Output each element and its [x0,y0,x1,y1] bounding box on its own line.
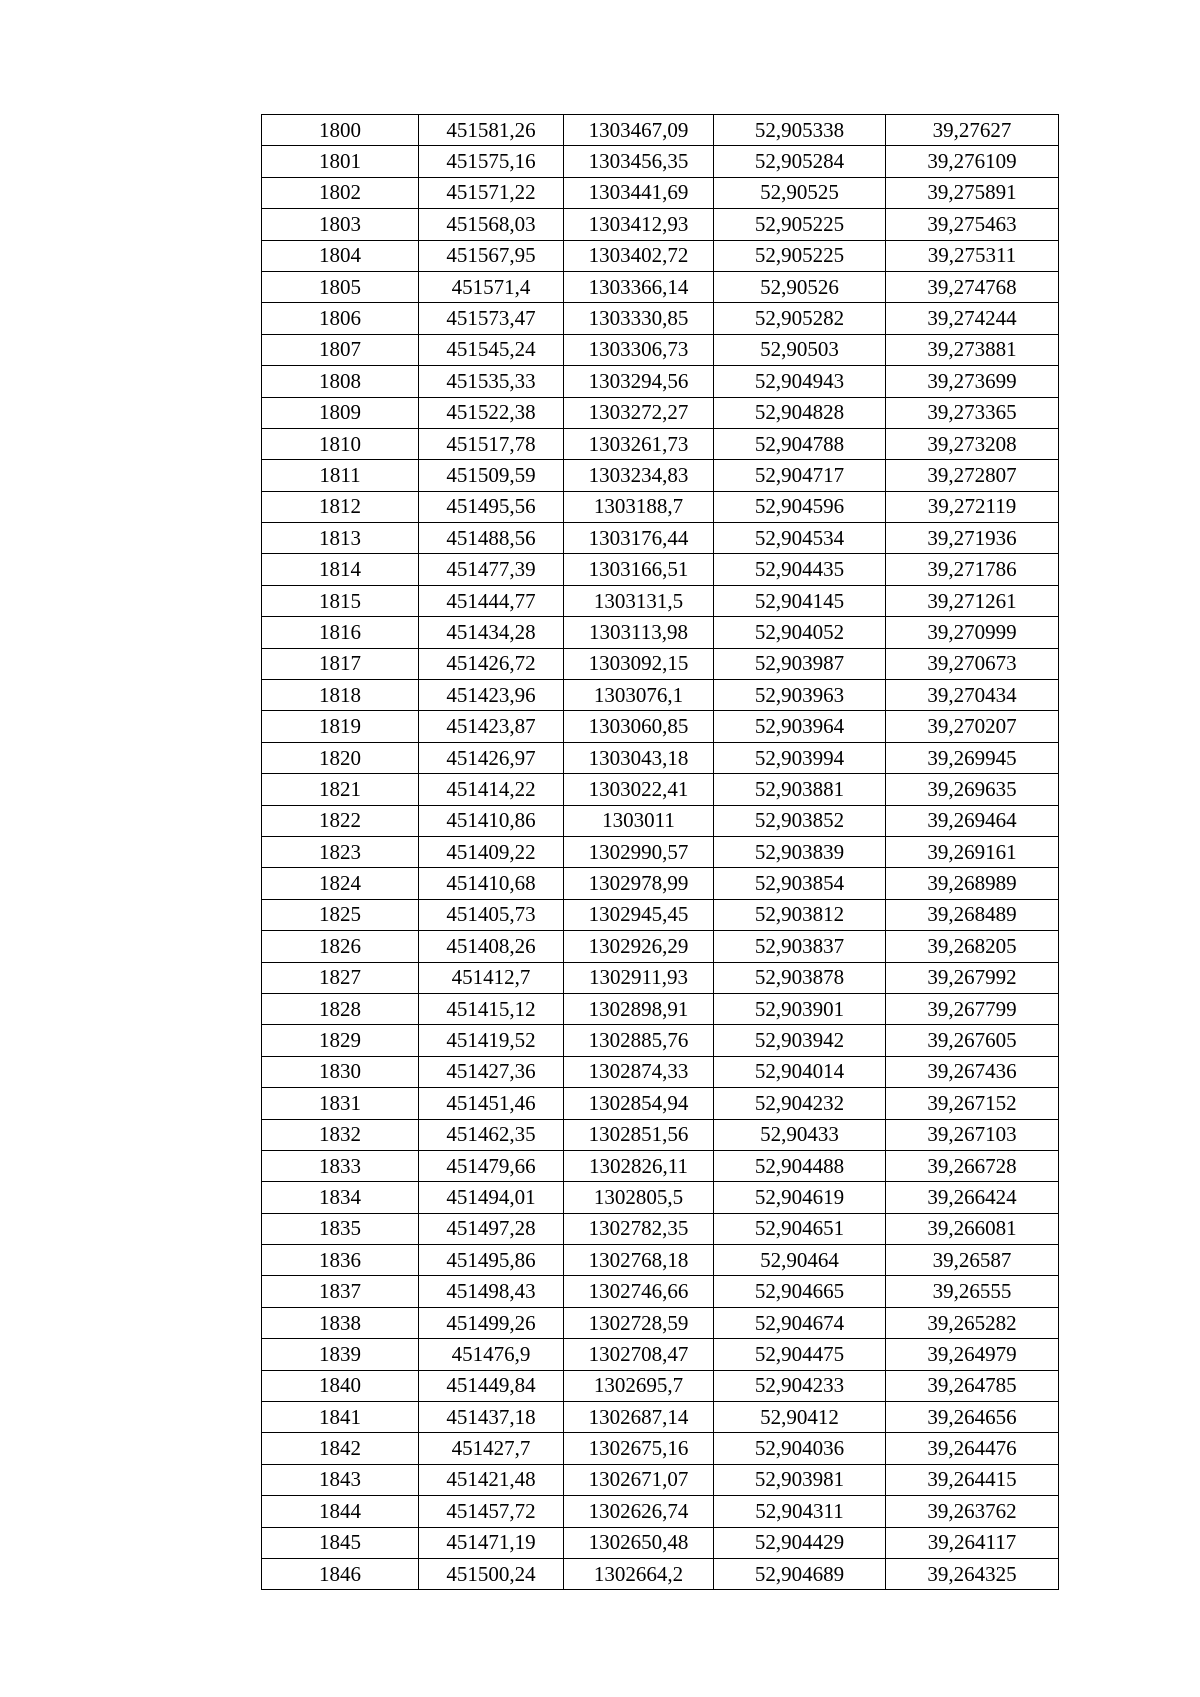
y-coordinate-cell: 1302746,66 [564,1276,714,1307]
point-number-cell: 1806 [262,303,419,334]
x-coordinate-cell: 451495,56 [419,491,564,522]
table-row [262,1025,1059,1056]
table-row [262,1182,1059,1213]
point-number-cell: 1845 [262,1527,419,1558]
point-number-cell: 1813 [262,523,419,554]
coordinates-table [261,114,1059,1590]
table-row [262,1307,1059,1338]
longitude-cell: 39,276109 [886,146,1059,177]
latitude-cell: 52,904014 [714,1056,886,1087]
longitude-cell: 39,271261 [886,585,1059,616]
x-coordinate-cell: 451581,26 [419,115,564,146]
latitude-cell: 52,903901 [714,993,886,1024]
x-coordinate-cell: 451476,9 [419,1339,564,1370]
y-coordinate-cell: 1303131,5 [564,585,714,616]
point-number-cell: 1801 [262,146,419,177]
longitude-cell: 39,269161 [886,836,1059,867]
table-row [262,868,1059,899]
y-coordinate-cell: 1303092,15 [564,648,714,679]
y-coordinate-cell: 1302926,29 [564,931,714,962]
x-coordinate-cell: 451437,18 [419,1402,564,1433]
latitude-cell: 52,903981 [714,1464,886,1495]
y-coordinate-cell: 1302695,7 [564,1370,714,1401]
table-row [262,1119,1059,1150]
y-coordinate-cell: 1302826,11 [564,1150,714,1181]
point-number-cell: 1818 [262,680,419,711]
point-number-cell: 1830 [262,1056,419,1087]
longitude-cell: 39,275891 [886,177,1059,208]
latitude-cell: 52,903837 [714,931,886,962]
point-number-cell: 1809 [262,397,419,428]
table-row [262,491,1059,522]
x-coordinate-cell: 451462,35 [419,1119,564,1150]
longitude-cell: 39,270673 [886,648,1059,679]
point-number-cell: 1823 [262,836,419,867]
table-row [262,899,1059,930]
x-coordinate-cell: 451449,84 [419,1370,564,1401]
longitude-cell: 39,266424 [886,1182,1059,1213]
point-number-cell: 1819 [262,711,419,742]
table-row [262,1433,1059,1464]
x-coordinate-cell: 451509,59 [419,460,564,491]
x-coordinate-cell: 451408,26 [419,931,564,962]
longitude-cell: 39,275463 [886,209,1059,240]
table-row [262,774,1059,805]
point-number-cell: 1843 [262,1464,419,1495]
longitude-cell: 39,273365 [886,397,1059,428]
x-coordinate-cell: 451410,68 [419,868,564,899]
latitude-cell: 52,903854 [714,868,886,899]
x-coordinate-cell: 451571,22 [419,177,564,208]
longitude-cell: 39,272119 [886,491,1059,522]
x-coordinate-cell: 451522,38 [419,397,564,428]
x-coordinate-cell: 451409,22 [419,836,564,867]
y-coordinate-cell: 1303294,56 [564,366,714,397]
point-number-cell: 1817 [262,648,419,679]
table-row [262,1558,1059,1589]
longitude-cell: 39,26587 [886,1245,1059,1276]
point-number-cell: 1836 [262,1245,419,1276]
table-row [262,585,1059,616]
table-row [262,962,1059,993]
point-number-cell: 1832 [262,1119,419,1150]
table-row [262,554,1059,585]
latitude-cell: 52,904674 [714,1307,886,1338]
longitude-cell: 39,271786 [886,554,1059,585]
x-coordinate-cell: 451535,33 [419,366,564,397]
latitude-cell: 52,90526 [714,271,886,302]
table-row [262,931,1059,962]
table-row [262,366,1059,397]
point-number-cell: 1808 [262,366,419,397]
latitude-cell: 52,904596 [714,491,886,522]
y-coordinate-cell: 1303412,93 [564,209,714,240]
table-row [262,177,1059,208]
longitude-cell: 39,264785 [886,1370,1059,1401]
point-number-cell: 1803 [262,209,419,240]
x-coordinate-cell: 451498,43 [419,1276,564,1307]
longitude-cell: 39,272807 [886,460,1059,491]
latitude-cell: 52,904665 [714,1276,886,1307]
table-row [262,836,1059,867]
y-coordinate-cell: 1302911,93 [564,962,714,993]
latitude-cell: 52,904943 [714,366,886,397]
y-coordinate-cell: 1302945,45 [564,899,714,930]
y-coordinate-cell: 1303441,69 [564,177,714,208]
table-row [262,1276,1059,1307]
table-row [262,1496,1059,1527]
point-number-cell: 1825 [262,899,419,930]
latitude-cell: 52,904788 [714,428,886,459]
latitude-cell: 52,903987 [714,648,886,679]
latitude-cell: 52,903964 [714,711,886,742]
latitude-cell: 52,904534 [714,523,886,554]
longitude-cell: 39,269945 [886,742,1059,773]
y-coordinate-cell: 1302874,33 [564,1056,714,1087]
point-number-cell: 1838 [262,1307,419,1338]
longitude-cell: 39,269464 [886,805,1059,836]
table-row [262,993,1059,1024]
x-coordinate-cell: 451415,12 [419,993,564,1024]
y-coordinate-cell: 1302671,07 [564,1464,714,1495]
table-row [262,711,1059,742]
latitude-cell: 52,904475 [714,1339,886,1370]
point-number-cell: 1820 [262,742,419,773]
point-number-cell: 1822 [262,805,419,836]
longitude-cell: 39,274244 [886,303,1059,334]
x-coordinate-cell: 451426,97 [419,742,564,773]
x-coordinate-cell: 451573,47 [419,303,564,334]
x-coordinate-cell: 451405,73 [419,899,564,930]
point-number-cell: 1821 [262,774,419,805]
y-coordinate-cell: 1302664,2 [564,1558,714,1589]
table-row [262,742,1059,773]
x-coordinate-cell: 451575,16 [419,146,564,177]
table-row [262,1370,1059,1401]
longitude-cell: 39,270207 [886,711,1059,742]
x-coordinate-cell: 451477,39 [419,554,564,585]
longitude-cell: 39,264979 [886,1339,1059,1370]
y-coordinate-cell: 1302854,94 [564,1088,714,1119]
latitude-cell: 52,905225 [714,209,886,240]
point-number-cell: 1804 [262,240,419,271]
coordinates-table-body [262,115,1059,1590]
latitude-cell: 52,90433 [714,1119,886,1150]
table-row [262,1150,1059,1181]
point-number-cell: 1831 [262,1088,419,1119]
latitude-cell: 52,904651 [714,1213,886,1244]
x-coordinate-cell: 451488,56 [419,523,564,554]
table-row [262,271,1059,302]
table-row [262,1056,1059,1087]
point-number-cell: 1800 [262,115,419,146]
table-row [262,334,1059,365]
x-coordinate-cell: 451427,36 [419,1056,564,1087]
y-coordinate-cell: 1302978,99 [564,868,714,899]
latitude-cell: 52,903942 [714,1025,886,1056]
table-row [262,617,1059,648]
y-coordinate-cell: 1303060,85 [564,711,714,742]
point-number-cell: 1834 [262,1182,419,1213]
y-coordinate-cell: 1302675,16 [564,1433,714,1464]
point-number-cell: 1828 [262,993,419,1024]
latitude-cell: 52,903812 [714,899,886,930]
x-coordinate-cell: 451423,87 [419,711,564,742]
x-coordinate-cell: 451500,24 [419,1558,564,1589]
x-coordinate-cell: 451499,26 [419,1307,564,1338]
latitude-cell: 52,904828 [714,397,886,428]
point-number-cell: 1814 [262,554,419,585]
x-coordinate-cell: 451545,24 [419,334,564,365]
longitude-cell: 39,266728 [886,1150,1059,1181]
point-number-cell: 1846 [262,1558,419,1589]
y-coordinate-cell: 1303011 [564,805,714,836]
y-coordinate-cell: 1303113,98 [564,617,714,648]
longitude-cell: 39,268489 [886,899,1059,930]
point-number-cell: 1802 [262,177,419,208]
point-number-cell: 1837 [262,1276,419,1307]
latitude-cell: 52,904233 [714,1370,886,1401]
x-coordinate-cell: 451568,03 [419,209,564,240]
point-number-cell: 1827 [262,962,419,993]
table-row [262,1213,1059,1244]
table-row [262,397,1059,428]
y-coordinate-cell: 1302650,48 [564,1527,714,1558]
latitude-cell: 52,903878 [714,962,886,993]
table-row [262,209,1059,240]
x-coordinate-cell: 451410,86 [419,805,564,836]
longitude-cell: 39,264325 [886,1558,1059,1589]
x-coordinate-cell: 451571,4 [419,271,564,302]
point-number-cell: 1812 [262,491,419,522]
longitude-cell: 39,264656 [886,1402,1059,1433]
x-coordinate-cell: 451494,01 [419,1182,564,1213]
y-coordinate-cell: 1303467,09 [564,115,714,146]
y-coordinate-cell: 1303234,83 [564,460,714,491]
longitude-cell: 39,264415 [886,1464,1059,1495]
y-coordinate-cell: 1302805,5 [564,1182,714,1213]
latitude-cell: 52,904232 [714,1088,886,1119]
y-coordinate-cell: 1302898,91 [564,993,714,1024]
table-row [262,1088,1059,1119]
point-number-cell: 1844 [262,1496,419,1527]
x-coordinate-cell: 451426,72 [419,648,564,679]
latitude-cell: 52,904619 [714,1182,886,1213]
y-coordinate-cell: 1302885,76 [564,1025,714,1056]
x-coordinate-cell: 451414,22 [419,774,564,805]
table-row [262,115,1059,146]
longitude-cell: 39,265282 [886,1307,1059,1338]
table-row [262,303,1059,334]
y-coordinate-cell: 1303261,73 [564,428,714,459]
table-row [262,805,1059,836]
x-coordinate-cell: 451423,96 [419,680,564,711]
y-coordinate-cell: 1303176,44 [564,523,714,554]
longitude-cell: 39,273881 [886,334,1059,365]
y-coordinate-cell: 1303166,51 [564,554,714,585]
longitude-cell: 39,267605 [886,1025,1059,1056]
y-coordinate-cell: 1303330,85 [564,303,714,334]
longitude-cell: 39,267992 [886,962,1059,993]
y-coordinate-cell: 1303402,72 [564,240,714,271]
longitude-cell: 39,267436 [886,1056,1059,1087]
latitude-cell: 52,904488 [714,1150,886,1181]
point-number-cell: 1841 [262,1402,419,1433]
longitude-cell: 39,273699 [886,366,1059,397]
y-coordinate-cell: 1302782,35 [564,1213,714,1244]
x-coordinate-cell: 451421,48 [419,1464,564,1495]
y-coordinate-cell: 1302626,74 [564,1496,714,1527]
longitude-cell: 39,270434 [886,680,1059,711]
point-number-cell: 1811 [262,460,419,491]
latitude-cell: 52,90412 [714,1402,886,1433]
table-row [262,1339,1059,1370]
longitude-cell: 39,26555 [886,1276,1059,1307]
point-number-cell: 1829 [262,1025,419,1056]
latitude-cell: 52,903963 [714,680,886,711]
point-number-cell: 1810 [262,428,419,459]
latitude-cell: 52,904717 [714,460,886,491]
latitude-cell: 52,904429 [714,1527,886,1558]
y-coordinate-cell: 1302728,59 [564,1307,714,1338]
x-coordinate-cell: 451517,78 [419,428,564,459]
x-coordinate-cell: 451495,86 [419,1245,564,1276]
latitude-cell: 52,903994 [714,742,886,773]
longitude-cell: 39,267152 [886,1088,1059,1119]
y-coordinate-cell: 1303306,73 [564,334,714,365]
point-number-cell: 1826 [262,931,419,962]
table-row [262,523,1059,554]
y-coordinate-cell: 1302687,14 [564,1402,714,1433]
table-row [262,1402,1059,1433]
point-number-cell: 1835 [262,1213,419,1244]
y-coordinate-cell: 1303456,35 [564,146,714,177]
longitude-cell: 39,267103 [886,1119,1059,1150]
longitude-cell: 39,269635 [886,774,1059,805]
y-coordinate-cell: 1302990,57 [564,836,714,867]
latitude-cell: 52,904145 [714,585,886,616]
x-coordinate-cell: 451567,95 [419,240,564,271]
longitude-cell: 39,267799 [886,993,1059,1024]
point-number-cell: 1816 [262,617,419,648]
table-row [262,146,1059,177]
longitude-cell: 39,274768 [886,271,1059,302]
longitude-cell: 39,264117 [886,1527,1059,1558]
x-coordinate-cell: 451419,52 [419,1025,564,1056]
table-row [262,648,1059,679]
x-coordinate-cell: 451497,28 [419,1213,564,1244]
y-coordinate-cell: 1303272,27 [564,397,714,428]
latitude-cell: 52,904689 [714,1558,886,1589]
table-row [262,428,1059,459]
y-coordinate-cell: 1302851,56 [564,1119,714,1150]
table-row [262,1464,1059,1495]
x-coordinate-cell: 451479,66 [419,1150,564,1181]
x-coordinate-cell: 451444,77 [419,585,564,616]
x-coordinate-cell: 451427,7 [419,1433,564,1464]
table-row [262,680,1059,711]
x-coordinate-cell: 451471,19 [419,1527,564,1558]
latitude-cell: 52,90464 [714,1245,886,1276]
table-row [262,1527,1059,1558]
latitude-cell: 52,904036 [714,1433,886,1464]
point-number-cell: 1840 [262,1370,419,1401]
point-number-cell: 1842 [262,1433,419,1464]
latitude-cell: 52,905284 [714,146,886,177]
latitude-cell: 52,904435 [714,554,886,585]
latitude-cell: 52,905338 [714,115,886,146]
y-coordinate-cell: 1303076,1 [564,680,714,711]
longitude-cell: 39,266081 [886,1213,1059,1244]
point-number-cell: 1833 [262,1150,419,1181]
table-row [262,1245,1059,1276]
point-number-cell: 1824 [262,868,419,899]
latitude-cell: 52,904052 [714,617,886,648]
longitude-cell: 39,273208 [886,428,1059,459]
latitude-cell: 52,90503 [714,334,886,365]
latitude-cell: 52,903852 [714,805,886,836]
longitude-cell: 39,264476 [886,1433,1059,1464]
latitude-cell: 52,905225 [714,240,886,271]
x-coordinate-cell: 451434,28 [419,617,564,648]
x-coordinate-cell: 451457,72 [419,1496,564,1527]
latitude-cell: 52,903839 [714,836,886,867]
y-coordinate-cell: 1303366,14 [564,271,714,302]
longitude-cell: 39,263762 [886,1496,1059,1527]
table-row [262,460,1059,491]
y-coordinate-cell: 1303188,7 [564,491,714,522]
y-coordinate-cell: 1303043,18 [564,742,714,773]
table-row [262,240,1059,271]
x-coordinate-cell: 451412,7 [419,962,564,993]
longitude-cell: 39,270999 [886,617,1059,648]
longitude-cell: 39,275311 [886,240,1059,271]
point-number-cell: 1805 [262,271,419,302]
latitude-cell: 52,903881 [714,774,886,805]
point-number-cell: 1815 [262,585,419,616]
longitude-cell: 39,268989 [886,868,1059,899]
y-coordinate-cell: 1302708,47 [564,1339,714,1370]
x-coordinate-cell: 451451,46 [419,1088,564,1119]
point-number-cell: 1807 [262,334,419,365]
latitude-cell: 52,90525 [714,177,886,208]
y-coordinate-cell: 1302768,18 [564,1245,714,1276]
point-number-cell: 1839 [262,1339,419,1370]
longitude-cell: 39,268205 [886,931,1059,962]
longitude-cell: 39,271936 [886,523,1059,554]
latitude-cell: 52,905282 [714,303,886,334]
latitude-cell: 52,904311 [714,1496,886,1527]
longitude-cell: 39,27627 [886,115,1059,146]
y-coordinate-cell: 1303022,41 [564,774,714,805]
